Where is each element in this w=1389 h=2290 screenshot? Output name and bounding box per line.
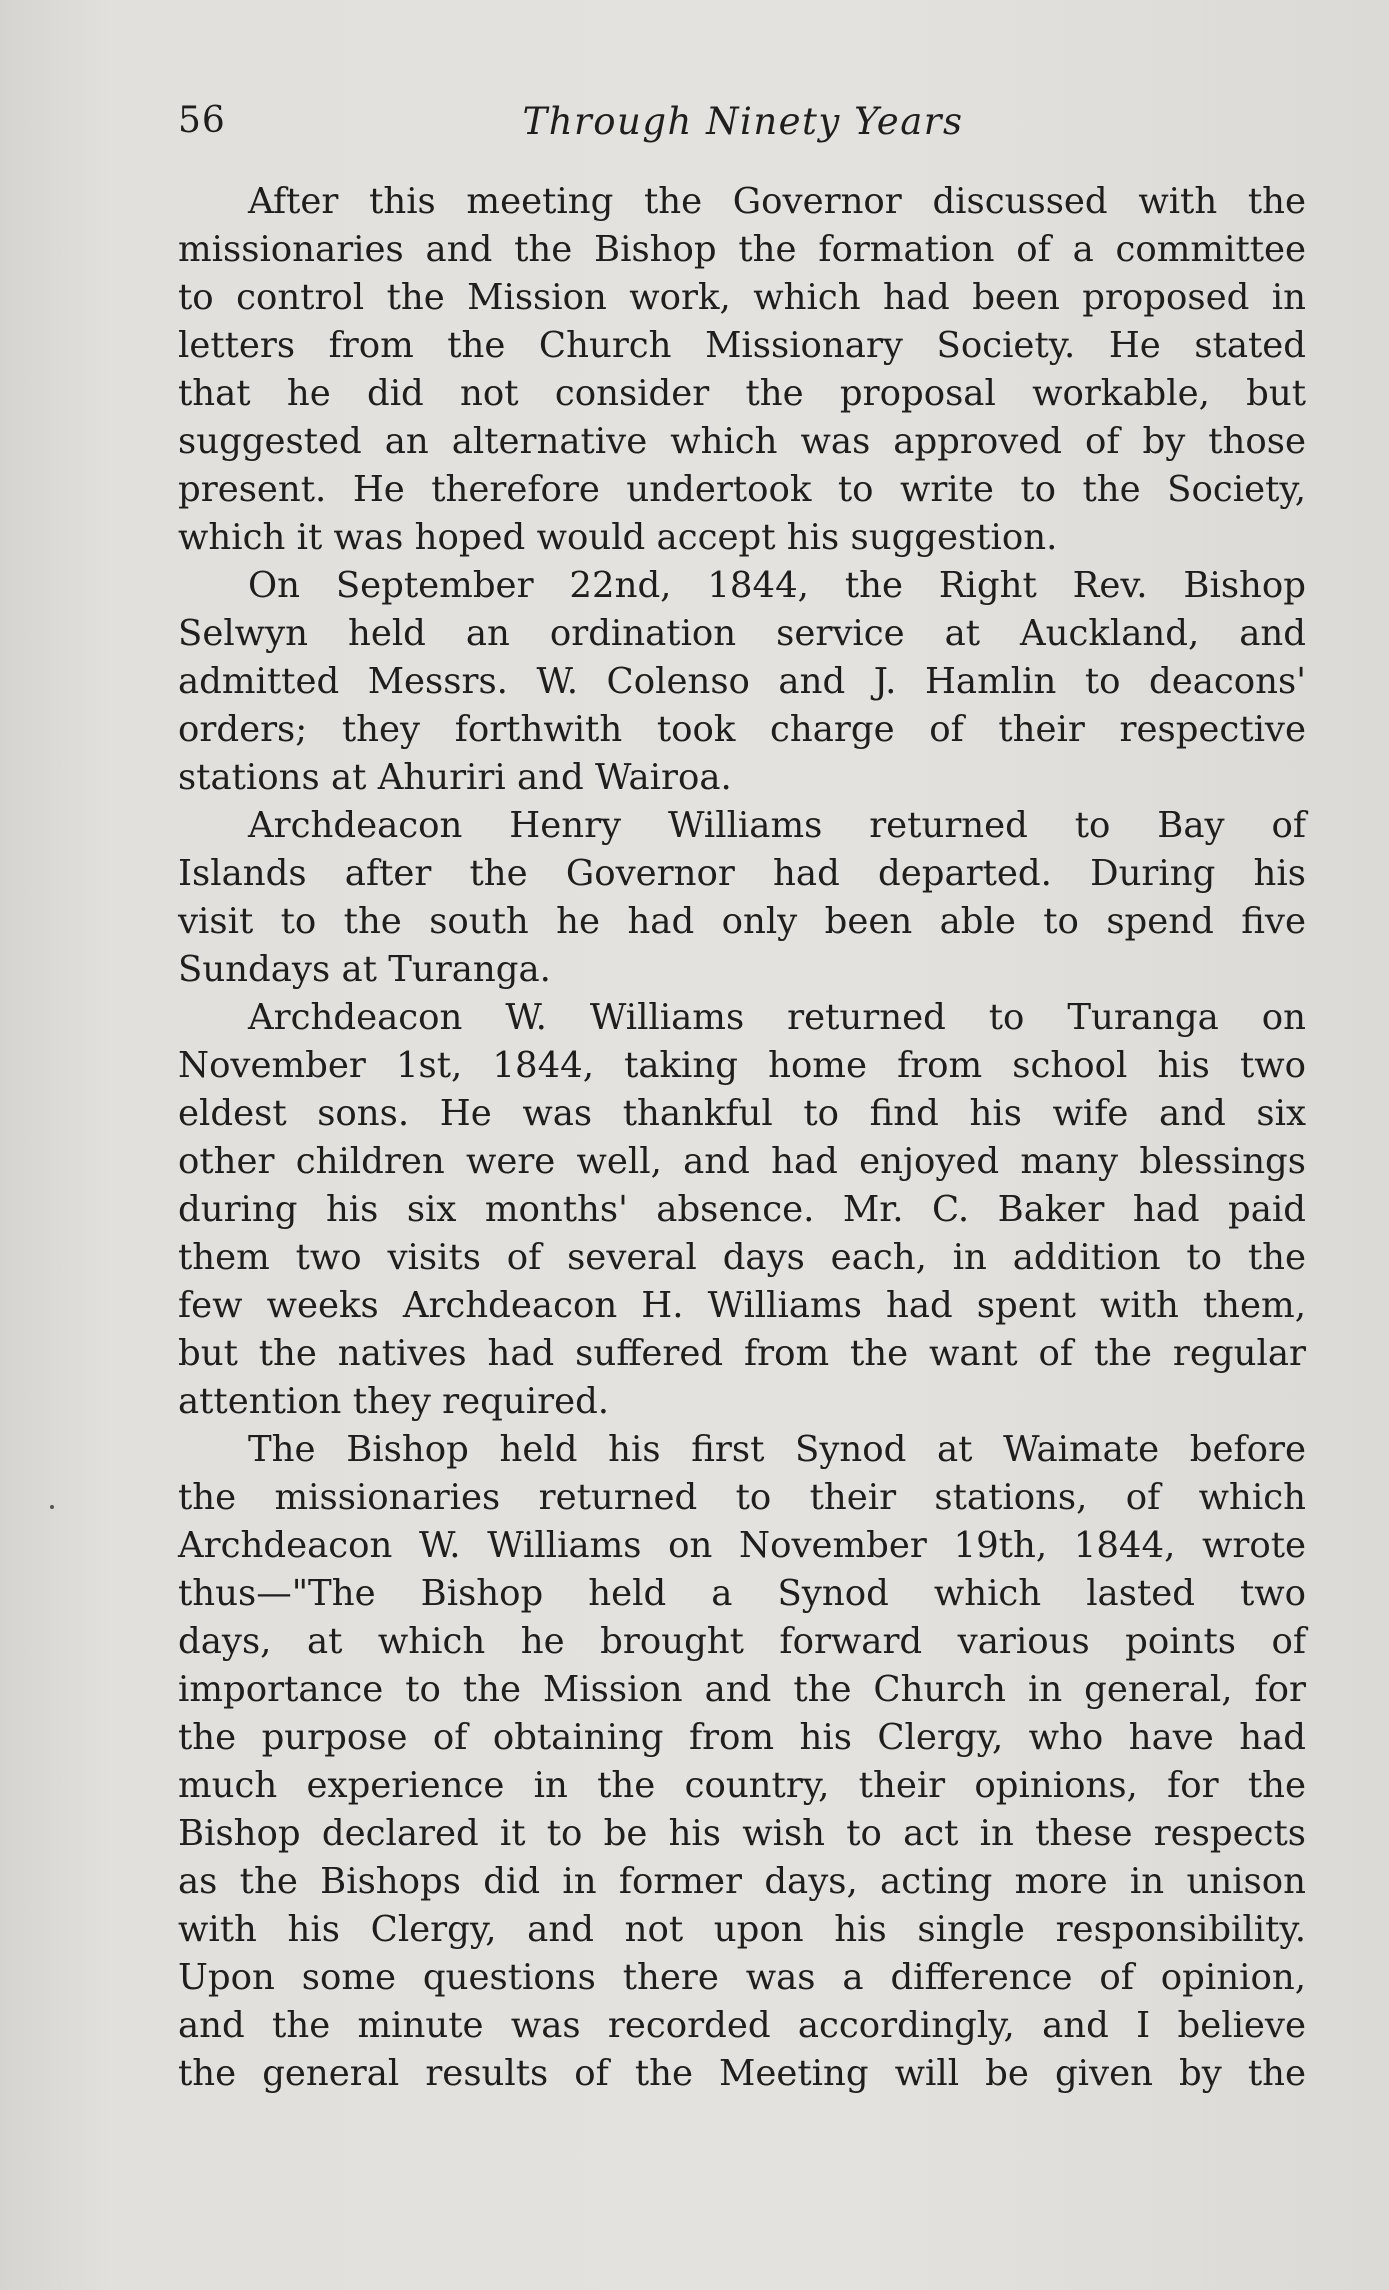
text-line: Upon some questions there was a difference of opinion, — [178, 1957, 1306, 1998]
text-line: orders; they forthwith took charge of their respective — [178, 709, 1306, 750]
text-line: Archdeacon W. Williams on November 19th, 1844, wrote — [178, 1525, 1306, 1566]
text-line: Sundays at Turanga. — [178, 949, 551, 990]
text-line: that he did not consider the proposal workable, but — [178, 373, 1306, 414]
paragraph-governor-committee — [178, 178, 1306, 562]
running-title: Through Ninety Years — [522, 100, 964, 143]
text-line: November 1st, 1844, taking home from school his two — [178, 1045, 1306, 1086]
page-number: 56 — [178, 100, 226, 141]
text-line: attention they required. — [178, 1381, 610, 1422]
text-line: as the Bishops did in former days, acting more in unison — [178, 1861, 1306, 1902]
text-line: days, at which he brought forward various points of — [178, 1621, 1306, 1662]
paragraph-synod — [178, 1426, 1306, 2098]
text-line: which it was hoped would accept his suggestion. — [178, 517, 1058, 558]
text-line: to control the Mission work, which had been proposed in — [178, 277, 1306, 318]
text-line: suggested an alternative which was approved of by those — [178, 421, 1306, 462]
text-line: After this meeting the Governor discussed with the — [248, 181, 1306, 222]
text-line: during his six months' absence. Mr. C. Baker had paid — [178, 1189, 1306, 1230]
text-line: with his Clergy, and not upon his single responsibility. — [178, 1909, 1306, 1950]
text-line: admitted Messrs. W. Colenso and J. Hamlin to deacons' — [178, 661, 1306, 702]
text-line: stations at Ahuriri and Wairoa. — [178, 757, 732, 798]
text-line: Archdeacon Henry Williams returned to Bay of — [248, 805, 1306, 846]
text-line: The Bishop held his first Synod at Waimate before — [248, 1429, 1306, 1470]
text-line: the general results of the Meeting will be given by the — [178, 2053, 1306, 2094]
text-line: the purpose of obtaining from his Clergy, who have had — [178, 1717, 1306, 1758]
text-line: Selwyn held an ordination service at Auckland, and — [178, 613, 1306, 654]
text-line: letters from the Church Missionary Society. He stated — [178, 325, 1306, 366]
paragraph-w-williams — [178, 994, 1306, 1426]
text-line: importance to the Mission and the Church in general, for — [178, 1669, 1306, 1710]
body-text — [178, 178, 1306, 2098]
text-line: other children were well, and had enjoyed many blessings — [178, 1141, 1306, 1182]
text-line: and the minute was recorded accordingly, and I believe — [178, 2005, 1306, 2046]
text-line: the missionaries returned to their stations, of which — [178, 1477, 1306, 1518]
text-line: visit to the south he had only been able to spend five — [178, 901, 1306, 942]
text-line: thus—"The Bishop held a Synod which lasted two — [178, 1573, 1306, 1614]
paper-speck — [50, 1505, 54, 1509]
text-line: Bishop declared it to be his wish to act in these respects — [178, 1813, 1306, 1854]
text-line: them two visits of several days each, in addition to the — [178, 1237, 1306, 1278]
text-line: missionaries and the Bishop the formation of a committee — [178, 229, 1306, 270]
paragraph-henry-williams — [178, 802, 1306, 994]
text-line: few weeks Archdeacon H. Williams had spent with them, — [178, 1285, 1306, 1326]
page-header — [178, 100, 1308, 160]
text-line: eldest sons. He was thankful to find his wife and six — [178, 1093, 1306, 1134]
text-line: much experience in the country, their opinions, for the — [178, 1765, 1306, 1806]
text-line: Islands after the Governor had departed. During his — [178, 853, 1306, 894]
text-line: present. He therefore undertook to write to the Society, — [178, 469, 1306, 510]
text-line: On September 22nd, 1844, the Right Rev. Bishop — [248, 565, 1306, 606]
text-line: but the natives had suffered from the want of the regular — [178, 1333, 1306, 1374]
text-line: Archdeacon W. Williams returned to Turanga on — [248, 997, 1306, 1038]
paragraph-ordination — [178, 562, 1306, 802]
